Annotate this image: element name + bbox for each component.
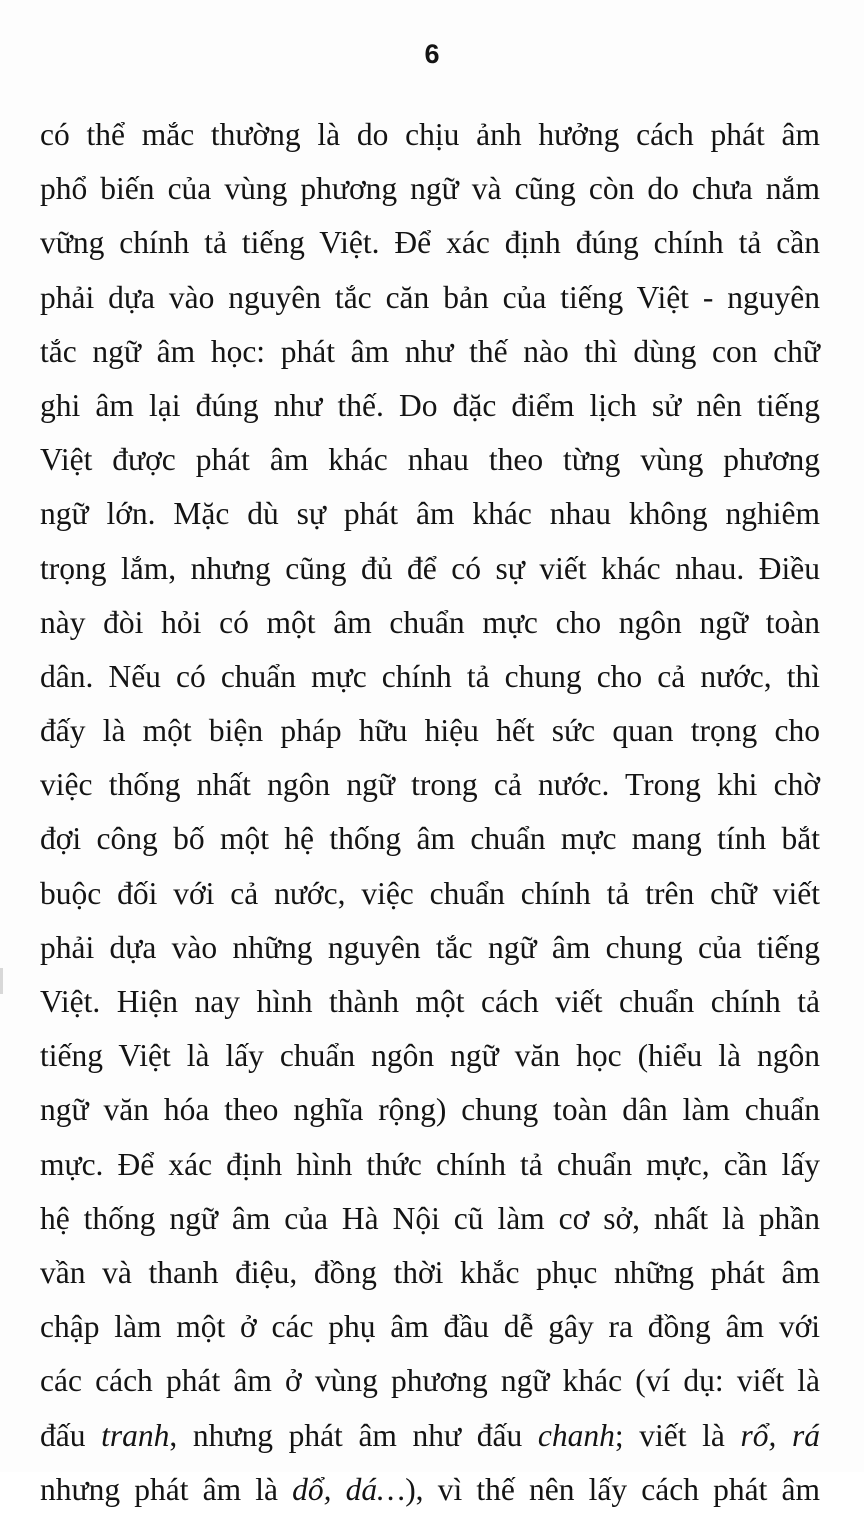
italic-text-segment: tranh <box>101 1417 170 1453</box>
text-line <box>40 1138 820 1192</box>
text-segment: ngữ lớn. Mặc dù sự phát âm khác nhau không nghiêm <box>40 496 820 532</box>
text-segment: buộc đối với cả nước, việc chuẩn chính tả trên chữ viết <box>40 875 820 911</box>
text-segment: đấu <box>40 1417 102 1453</box>
text-line <box>40 379 820 433</box>
italic-text-segment: chanh <box>537 1417 615 1453</box>
text-segment: tắc ngữ âm học: phát âm như thế nào thì dùng con chữ <box>40 333 820 369</box>
text-segment: ; viết là <box>614 1417 741 1453</box>
text-line <box>40 108 820 162</box>
text-segment: nhưng phát âm là <box>40 1471 293 1507</box>
text-line <box>40 487 820 541</box>
text-segment: hệ thống ngữ âm của Hà Nội cũ làm cơ sở, nhất là phần <box>40 1200 820 1236</box>
text-line <box>40 271 820 325</box>
text-segment: ), vì thế nên lấy cách phát âm <box>405 1471 820 1507</box>
text-segment: đấy là một biện pháp hữu hiệu hết sức quan trọng cho <box>40 713 820 749</box>
text-line <box>40 1192 820 1246</box>
text-line <box>40 1083 820 1137</box>
text-line <box>40 162 820 216</box>
text-line <box>40 812 820 866</box>
text-line <box>40 1029 820 1083</box>
text-segment: này đòi hỏi có một âm chuẩn mực cho ngôn ngữ toàn <box>40 604 820 640</box>
text-line <box>40 704 820 758</box>
text-line <box>40 975 820 1029</box>
text-segment: việc thống nhất ngôn ngữ trong cả nước. Trong khi chờ <box>40 767 820 803</box>
text-line <box>40 596 820 650</box>
text-segment: phải dựa vào nguyên tắc căn bản của tiếng Việt - nguyên <box>40 279 820 315</box>
page-edge-mark <box>0 968 3 994</box>
page-number: 6 <box>424 39 440 69</box>
text-segment: đợi công bố một hệ thống âm chuẩn mực mang tính bắt <box>40 821 820 857</box>
italic-text-segment: rổ, rá <box>740 1417 820 1453</box>
text-line <box>40 867 820 921</box>
text-segment: vần và thanh điệu, đồng thời khắc phục những phát âm <box>40 1254 820 1290</box>
text-segment: tiếng Việt là lấy chuẩn ngôn ngữ văn học (hiểu là ngôn <box>40 1038 820 1074</box>
text-line <box>40 1246 820 1300</box>
text-line <box>40 1409 820 1463</box>
text-segment: trọng lắm, nhưng cũng đủ để có sự viết khác nhau. Điều <box>40 550 820 586</box>
text-line <box>40 650 820 704</box>
text-segment: các cách phát âm ở vùng phương ngữ khác (ví dụ: viết là <box>40 1363 820 1399</box>
text-line <box>40 1354 820 1408</box>
text-line <box>40 542 820 596</box>
text-segment: phải dựa vào những nguyên tắc ngữ âm chung của tiếng <box>40 929 820 965</box>
body-text <box>40 108 820 1517</box>
text-line <box>40 921 820 975</box>
text-segment: phổ biến của vùng phương ngữ và cũng còn do chưa nắm <box>40 171 820 207</box>
text-segment: , nhưng phát âm như đấu <box>169 1417 538 1453</box>
text-segment: Việt. Hiện nay hình thành một cách viết chuẩn chính tả <box>40 984 820 1019</box>
text-segment: chập làm một ở các phụ âm đầu dễ gây ra đồng âm với <box>40 1309 820 1345</box>
text-segment: có thể mắc thường là do chịu ảnh hưởng cách phát âm <box>40 117 820 152</box>
text-segment: Việt được phát âm khác nhau theo từng vùng phương <box>40 442 820 478</box>
text-line <box>40 1463 820 1517</box>
text-segment: mực. Để xác định hình thức chính tả chuẩn mực, cần lấy <box>40 1146 820 1182</box>
text-line <box>40 433 820 487</box>
italic-text-segment: dổ, dá… <box>292 1471 406 1507</box>
text-line <box>40 216 820 270</box>
text-line <box>40 758 820 812</box>
text-line <box>40 1300 820 1354</box>
text-segment: vững chính tả tiếng Việt. Để xác định đúng chính tả cần <box>40 225 820 261</box>
text-segment: ghi âm lại đúng như thế. Do đặc điểm lịch sử nên tiếng <box>40 387 820 423</box>
text-segment: dân. Nếu có chuẩn mực chính tả chung cho cả nước, thì <box>40 658 820 694</box>
text-line <box>40 325 820 379</box>
text-segment: ngữ văn hóa theo nghĩa rộng) chung toàn dân làm chuẩn <box>40 1092 820 1128</box>
